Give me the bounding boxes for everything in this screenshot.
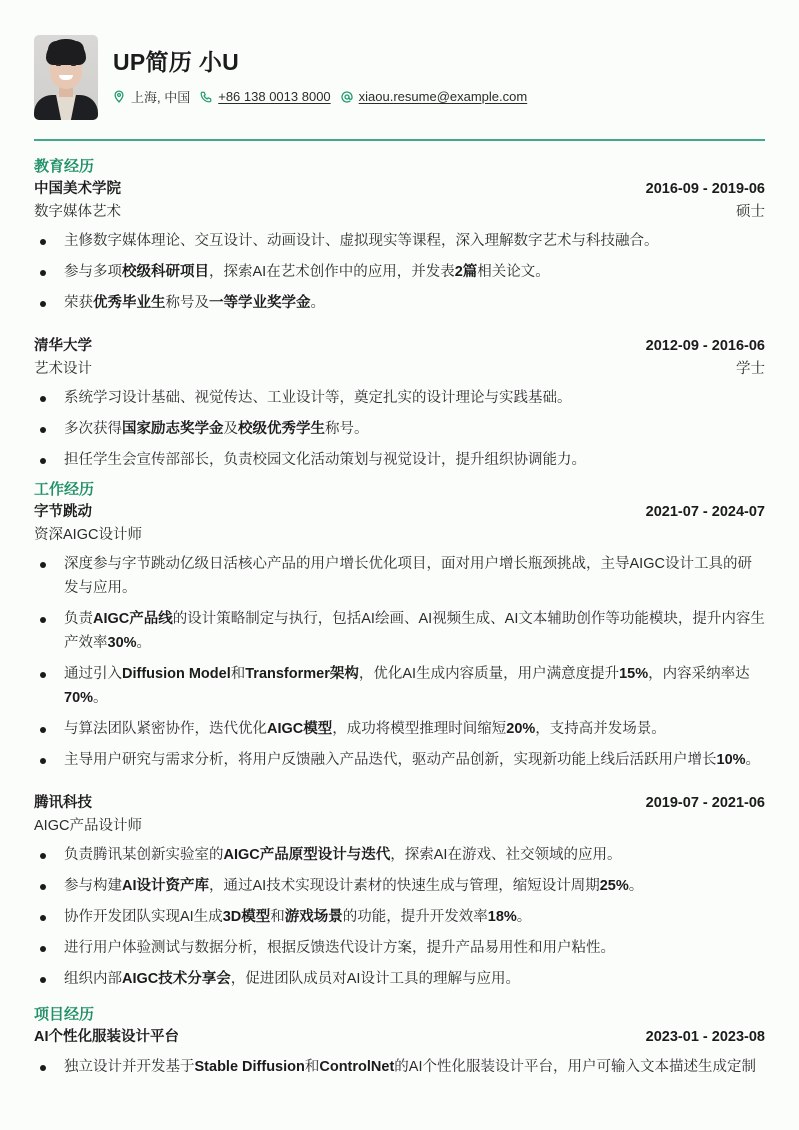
bullet-item: 协作开发团队实现AI生成3D模型和游戏场景的功能，提升开发效率18%。 <box>34 905 765 929</box>
phone-link[interactable]: +86 138 0013 8000 <box>218 89 331 104</box>
email-link[interactable]: xiaou.resume@example.com <box>358 89 528 104</box>
contact-list <box>113 87 537 106</box>
section-work <box>34 480 765 991</box>
bullet-item: 深度参与字节跳动亿级日活核心产品的用户增长优化项目，面对用户增长瓶颈挑战，主导AIGC设计工具的研发与应用。 <box>34 552 765 600</box>
bullet-item: 负责腾讯某创新实验室的AIGC产品原型设计与迭代，探索AI在游戏、社交领域的应用。 <box>34 843 765 867</box>
bullet-item: 参与多项校级科研项目，探索AI在艺术创作中的应用，并发表2篇相关论文。 <box>34 260 765 284</box>
bullet-item: 主修数字媒体理论、交互设计、动画设计、虚拟现实等课程，深入理解数字艺术与科技融合。 <box>34 229 765 253</box>
candidate-name: UP简历 小U <box>113 49 240 75</box>
project-name: AI个性化服装设计平台 <box>34 1029 179 1045</box>
date-range: 2016-09 - 2019-06 <box>645 181 765 197</box>
job-title: AIGC产品设计师 <box>34 818 142 834</box>
section-education <box>34 157 765 472</box>
major: 艺术设计 <box>34 361 92 377</box>
job-title: 资深AIGC设计师 <box>34 527 142 543</box>
date-range: 2023-01 - 2023-08 <box>645 1029 765 1045</box>
section-title: 项目经历 <box>34 1006 95 1023</box>
bullet-item: 通过引入Diffusion Model和Transformer架构，优化AI生成内容质量，用户满意度提升15%，内容采纳率达70%。 <box>34 662 765 710</box>
work-entry <box>34 791 765 991</box>
contact-location <box>113 87 190 106</box>
education-entry <box>34 177 765 315</box>
bullet-item: 担任学生会宣传部部长，负责校园文化活动策划与视觉设计，提升组织协调能力。 <box>34 448 765 472</box>
bullet-item: 系统学习设计基础、视觉传达、工业设计等，奠定扎实的设计理论与实践基础。 <box>34 386 765 410</box>
resume-header <box>34 0 765 120</box>
bullet-item: 参与构建AI设计资产库，通过AI技术实现设计素材的快速生成与管理，缩短设计周期25%。 <box>34 874 765 898</box>
bullet-item: 负责AIGC产品线的设计策略制定与执行，包括AI绘画、AI视频生成、AI文本辅助创作等功能模块，提升内容生产效率30%。 <box>34 607 765 655</box>
bullet-list <box>34 386 765 472</box>
bullet-list <box>34 1055 765 1079</box>
company-name: 字节跳动 <box>34 504 92 520</box>
date-range: 2019-07 - 2021-06 <box>645 795 765 811</box>
bullet-list <box>34 552 765 772</box>
date-range: 2012-09 - 2016-06 <box>645 338 765 354</box>
degree: 学士 <box>736 361 765 377</box>
bullet-item: 与算法团队紧密协作，迭代优化AIGC模型，成功将模型推理时间缩短20%，支持高并发场景。 <box>34 717 765 741</box>
section-projects <box>34 1005 765 1079</box>
school-name: 中国美术学院 <box>34 181 121 197</box>
bullet-item: 荣获优秀毕业生称号及一等学业奖学金。 <box>34 291 765 315</box>
bullet-item: 独立设计并开发基于Stable Diffusion和ControlNet的AI个性化服装设计平台，用户可输入文本描述生成定制 <box>34 1055 765 1079</box>
section-title: 教育经历 <box>34 158 95 175</box>
bullet-item: 进行用户体验测试与数据分析，根据反馈迭代设计方案，提升产品易用性和用户粘性。 <box>34 936 765 960</box>
location-pin-icon <box>113 90 125 103</box>
location-text: 上海, 中国 <box>131 90 191 105</box>
header-info <box>113 48 537 106</box>
education-entry <box>34 334 765 472</box>
bullet-item: 多次获得国家励志奖学金及校级优秀学生称号。 <box>34 417 765 441</box>
at-sign-icon <box>341 91 353 103</box>
work-entry <box>34 500 765 772</box>
company-name: 腾讯科技 <box>34 795 92 811</box>
school-name: 清华大学 <box>34 338 92 354</box>
section-title: 工作经历 <box>34 481 95 498</box>
header-divider <box>34 139 765 141</box>
bullet-list <box>34 229 765 315</box>
contact-email[interactable] <box>341 89 528 104</box>
date-range: 2021-07 - 2024-07 <box>645 504 765 520</box>
project-entry <box>34 1025 765 1079</box>
phone-icon <box>200 91 212 103</box>
major: 数字媒体艺术 <box>34 204 121 220</box>
degree: 硕士 <box>736 204 765 220</box>
bullet-list <box>34 843 765 991</box>
contact-phone[interactable] <box>200 89 330 104</box>
bullet-item: 主导用户研究与需求分析，将用户反馈融入产品迭代，驱动产品创新，实现新功能上线后活跃用户增长10%。 <box>34 748 765 772</box>
avatar <box>34 35 98 120</box>
bullet-item: 组织内部AIGC技术分享会，促进团队成员对AI设计工具的理解与应用。 <box>34 967 765 991</box>
